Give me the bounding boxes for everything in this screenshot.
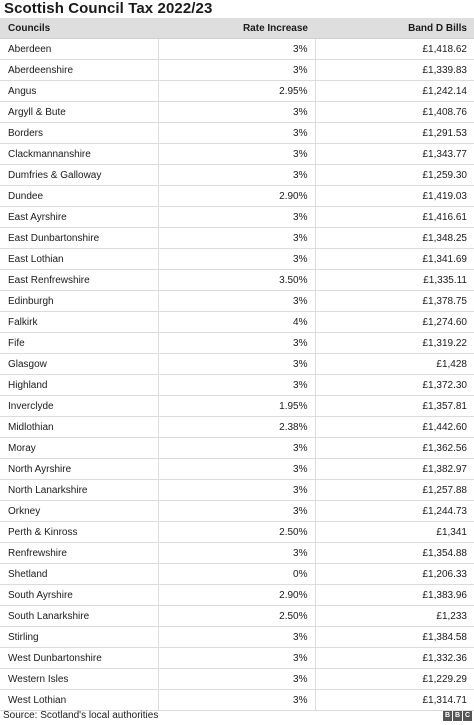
band-d-bill-cell: £1,354.88 — [315, 543, 474, 564]
council-name-cell: West Lothian — [0, 690, 158, 711]
rate-increase-cell: 3% — [158, 39, 315, 60]
rate-increase-cell: 3% — [158, 627, 315, 648]
table-row — [0, 417, 474, 438]
table-body — [0, 39, 474, 711]
table-row — [0, 627, 474, 648]
band-d-bill-cell: £1,419.03 — [315, 186, 474, 207]
bbc-logo-block: B — [444, 712, 451, 719]
band-d-bill-cell: £1,341.69 — [315, 249, 474, 270]
council-name-cell: West Dunbartonshire — [0, 648, 158, 669]
band-d-bill-cell: £1,348.25 — [315, 228, 474, 249]
band-d-bill-cell: £1,384.58 — [315, 627, 474, 648]
rate-increase-cell: 3.50% — [158, 270, 315, 291]
council-name-cell: Highland — [0, 375, 158, 396]
column-header-band-d-bills: Band D Bills — [315, 18, 474, 39]
council-name-cell: East Dunbartonshire — [0, 228, 158, 249]
table-row — [0, 123, 474, 144]
council-name-cell: Moray — [0, 438, 158, 459]
rate-increase-cell: 3% — [158, 333, 315, 354]
band-d-bill-cell: £1,242.14 — [315, 81, 474, 102]
band-d-bill-cell: £1,442.60 — [315, 417, 474, 438]
band-d-bill-cell: £1,229.29 — [315, 669, 474, 690]
rate-increase-cell: 3% — [158, 354, 315, 375]
rate-increase-cell: 3% — [158, 207, 315, 228]
rate-increase-cell: 3% — [158, 543, 315, 564]
page-title: Scottish Council Tax 2022/23 — [4, 0, 213, 17]
council-tax-table — [0, 18, 474, 711]
band-d-bill-cell: £1,257.88 — [315, 480, 474, 501]
council-name-cell: Edinburgh — [0, 291, 158, 312]
band-d-bill-cell: £1,343.77 — [315, 144, 474, 165]
rate-increase-cell: 2.38% — [158, 417, 315, 438]
rate-increase-cell: 3% — [158, 501, 315, 522]
rate-increase-cell: 3% — [158, 375, 315, 396]
band-d-bill-cell: £1,291.53 — [315, 123, 474, 144]
table-row — [0, 501, 474, 522]
council-name-cell: North Ayrshire — [0, 459, 158, 480]
rate-increase-cell: 2.90% — [158, 186, 315, 207]
council-name-cell: Fife — [0, 333, 158, 354]
table-row — [0, 354, 474, 375]
council-name-cell: Dumfries & Galloway — [0, 165, 158, 186]
council-name-cell: Dundee — [0, 186, 158, 207]
table-row — [0, 39, 474, 60]
band-d-bill-cell: £1,332.36 — [315, 648, 474, 669]
band-d-bill-cell: £1,233 — [315, 606, 474, 627]
table-row — [0, 564, 474, 585]
table-row — [0, 543, 474, 564]
table-row — [0, 375, 474, 396]
rate-increase-cell: 3% — [158, 228, 315, 249]
band-d-bill-cell: £1,382.97 — [315, 459, 474, 480]
band-d-bill-cell: £1,339.83 — [315, 60, 474, 81]
council-name-cell: South Lanarkshire — [0, 606, 158, 627]
rate-increase-cell: 3% — [158, 165, 315, 186]
table-row — [0, 228, 474, 249]
band-d-bill-cell: £1,418.62 — [315, 39, 474, 60]
band-d-bill-cell: £1,259.30 — [315, 165, 474, 186]
table-row — [0, 606, 474, 627]
rate-increase-cell: 3% — [158, 438, 315, 459]
table-header-row — [0, 18, 474, 39]
rate-increase-cell: 2.50% — [158, 522, 315, 543]
table-row — [0, 81, 474, 102]
table-row — [0, 312, 474, 333]
council-name-cell: Midlothian — [0, 417, 158, 438]
table-row — [0, 102, 474, 123]
table-row — [0, 522, 474, 543]
column-header-councils: Councils — [0, 18, 158, 39]
rate-increase-cell: 0% — [158, 564, 315, 585]
council-name-cell: Glasgow — [0, 354, 158, 375]
table-row — [0, 480, 474, 501]
rate-increase-cell: 3% — [158, 690, 315, 711]
table-row — [0, 60, 474, 81]
council-name-cell: East Lothian — [0, 249, 158, 270]
rate-increase-cell: 3% — [158, 123, 315, 144]
council-name-cell: Aberdeen — [0, 39, 158, 60]
rate-increase-cell: 2.50% — [158, 606, 315, 627]
table-row — [0, 333, 474, 354]
band-d-bill-cell: £1,372.30 — [315, 375, 474, 396]
table-row — [0, 396, 474, 417]
band-d-bill-cell: £1,319.22 — [315, 333, 474, 354]
rate-increase-cell: 3% — [158, 480, 315, 501]
table-row — [0, 585, 474, 606]
band-d-bill-cell: £1,341 — [315, 522, 474, 543]
source-note: Source: Scotland's local authorities — [3, 710, 159, 721]
band-d-bill-cell: £1,357.81 — [315, 396, 474, 417]
rate-increase-cell: 3% — [158, 459, 315, 480]
rate-increase-cell: 2.90% — [158, 585, 315, 606]
band-d-bill-cell: £1,274.60 — [315, 312, 474, 333]
rate-increase-cell: 3% — [158, 102, 315, 123]
council-name-cell: North Lanarkshire — [0, 480, 158, 501]
band-d-bill-cell: £1,314.71 — [315, 690, 474, 711]
council-name-cell: South Ayrshire — [0, 585, 158, 606]
bbc-logo — [443, 711, 472, 721]
council-name-cell: Inverclyde — [0, 396, 158, 417]
council-name-cell: Borders — [0, 123, 158, 144]
council-name-cell: East Renfrewshire — [0, 270, 158, 291]
band-d-bill-cell: £1,416.61 — [315, 207, 474, 228]
rate-increase-cell: 2.95% — [158, 81, 315, 102]
council-name-cell: Orkney — [0, 501, 158, 522]
rate-increase-cell: 3% — [158, 60, 315, 81]
rate-increase-cell: 3% — [158, 669, 315, 690]
table-row — [0, 291, 474, 312]
table-row — [0, 438, 474, 459]
rate-increase-cell: 3% — [158, 648, 315, 669]
rate-increase-cell: 4% — [158, 312, 315, 333]
rate-increase-cell: 3% — [158, 249, 315, 270]
table-row — [0, 648, 474, 669]
band-d-bill-cell: £1,244.73 — [315, 501, 474, 522]
table-row — [0, 249, 474, 270]
bbc-logo-block: B — [454, 712, 461, 719]
table-row — [0, 144, 474, 165]
band-d-bill-cell: £1,428 — [315, 354, 474, 375]
council-name-cell: Shetland — [0, 564, 158, 585]
band-d-bill-cell: £1,378.75 — [315, 291, 474, 312]
table-row — [0, 690, 474, 711]
column-header-rate-increase: Rate Increase — [158, 18, 315, 39]
council-name-cell: Stirling — [0, 627, 158, 648]
council-name-cell: Western Isles — [0, 669, 158, 690]
council-name-cell: Renfrewshire — [0, 543, 158, 564]
table-row — [0, 165, 474, 186]
council-name-cell: Argyll & Bute — [0, 102, 158, 123]
rate-increase-cell: 3% — [158, 291, 315, 312]
band-d-bill-cell: £1,206.33 — [315, 564, 474, 585]
council-name-cell: Clackmannanshire — [0, 144, 158, 165]
rate-increase-cell: 3% — [158, 144, 315, 165]
band-d-bill-cell: £1,408.76 — [315, 102, 474, 123]
table-row — [0, 186, 474, 207]
council-name-cell: Aberdeenshire — [0, 60, 158, 81]
council-name-cell: Perth & Kinross — [0, 522, 158, 543]
table-row — [0, 459, 474, 480]
band-d-bill-cell: £1,335.11 — [315, 270, 474, 291]
council-name-cell: Falkirk — [0, 312, 158, 333]
table-row — [0, 207, 474, 228]
bbc-logo-block: C — [464, 712, 471, 719]
band-d-bill-cell: £1,362.56 — [315, 438, 474, 459]
rate-increase-cell: 1.95% — [158, 396, 315, 417]
council-name-cell: East Ayrshire — [0, 207, 158, 228]
band-d-bill-cell: £1,383.96 — [315, 585, 474, 606]
council-name-cell: Angus — [0, 81, 158, 102]
table-row — [0, 270, 474, 291]
table-row — [0, 669, 474, 690]
